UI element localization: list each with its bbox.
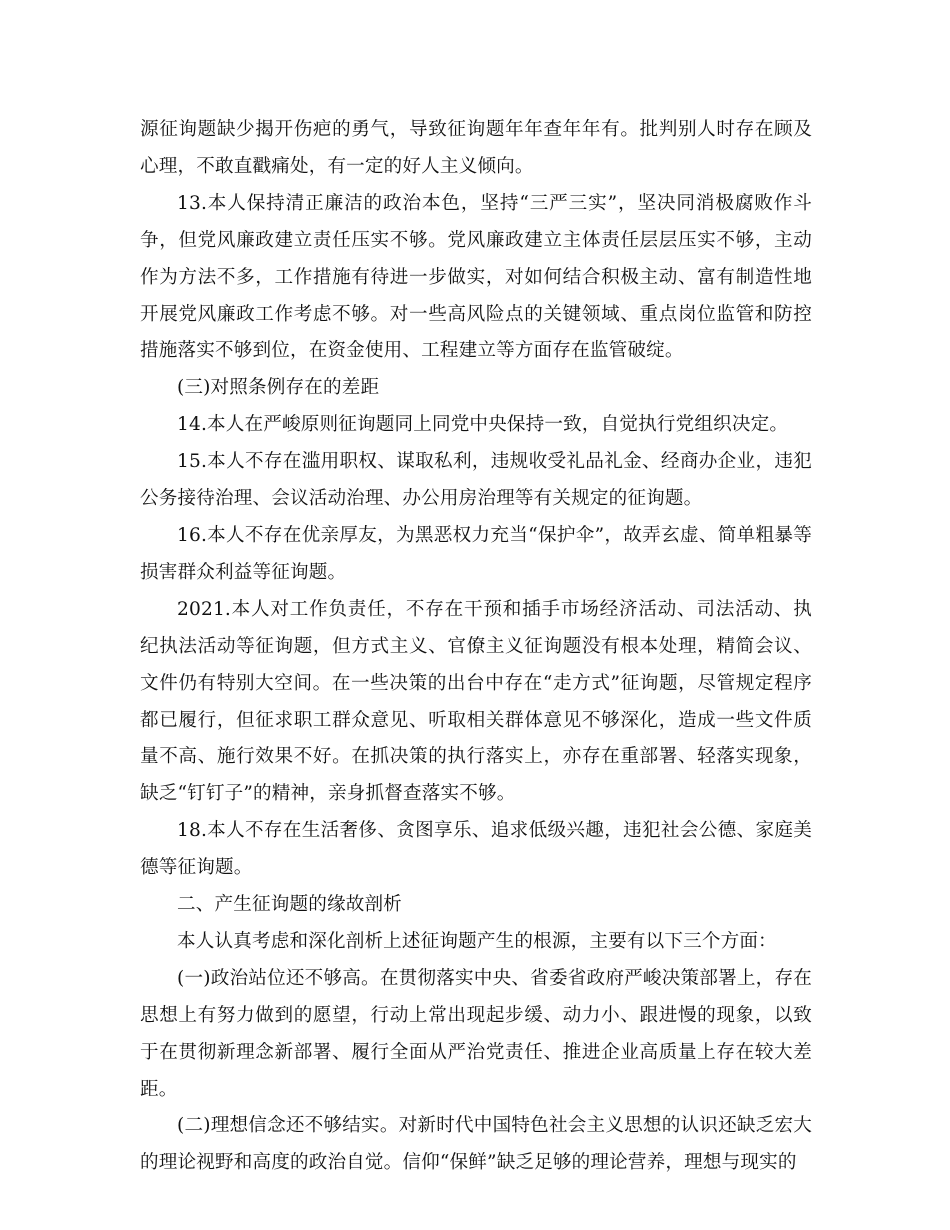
paragraph-item-14: 14.本人在严峻原则征询题同上同党中央保持一致，自觉执行党组织决定。 <box>177 414 789 436</box>
paragraph-item-13: 13.本人保持清正廉洁的政治本色，坚持“三严三实”，坚决同消极腐败作斗争，但党风廉政建立责任压实不够。党风廉政建立主体责任层层压实不够，主动作为方法不多，工作措施有待进一步做实，对如何结合积极主动、富有制造性地开展党风廉政工作考虑不够。对一些高风险点的关键领域、重点岗位监管和防控措施落实不够到位，在资金使用、工程建立等方面存在监管破绽。 <box>140 192 812 362</box>
section-heading-regulations-gap: (三)对照条例存在的差距 <box>177 377 380 399</box>
document-page <box>140 112 812 1182</box>
section-heading-causes: 二、产生征询题的缘故剖析 <box>177 894 402 916</box>
paragraph-item-18: 18.本人不存在生活奢侈、贪图享乐、追求低级兴趣，违犯社会公德、家庭美德等征询题。 <box>140 820 812 879</box>
paragraph-item-15: 15.本人不存在滥用职权、谋取私利，违规收受礼品礼金、经商办企业，违犯公务接待治理、会议活动治理、办公用房治理等有关规定的征询题。 <box>140 451 812 510</box>
paragraph-continuation: 源征询题缺少揭开伤疤的勇气，导致征询题年年查年年有。批判别人时存在顾及心理，不敢直戳痛处，有一定的好人主义倾向。 <box>140 119 812 177</box>
paragraph-item-2021: 2021.本人对工作负责任，不存在干预和插手市场经济活动、司法活动、执纪执法活动等征询题，但方式主义、官僚主义征询题没有根本处理，精简会议、文件仍有特别大空间。在一些决策的出台中存在“走方式”征询题，尽管规定程序都已履行，但征求职工群众意见、听取相关群体意见不够深化，造成一些文件质量不高、施行效果不好。在抓决策的执行落实上，亦存在重部署、轻落实现象，缺乏“钉钉子”的精神，亲身抓督查落实不够。 <box>140 598 812 805</box>
paragraph-item-16: 16.本人不存在优亲厚友，为黑恶权力充当“保护伞”，故弄玄虚、简单粗暴等损害群众利益等征询题。 <box>140 524 812 583</box>
paragraph-cause-ideals-beliefs: (二)理想信念还不够结实。对新时代中国特色社会主义思想的认识还缺乏宏大的理论视野和高度的政治自觉。信仰“保鲜”缺乏足够的理论营养，理想与现实的 <box>140 1115 812 1174</box>
paragraph-causes-intro: 本人认真考虑和深化剖析上述征询题产生的根源，主要有以下三个方面： <box>177 930 777 952</box>
paragraph-cause-political-stance: (一)政治站位还不够高。在贯彻落实中央、省委省政府严峻决策部署上，存在思想上有努力做到的愿望，行动上常出现起步缓、动力小、跟进慢的现象，以致于在贯彻新理念新部署、履行全面从严治党责任、推进企业高质量上存在较大差距。 <box>140 967 812 1100</box>
